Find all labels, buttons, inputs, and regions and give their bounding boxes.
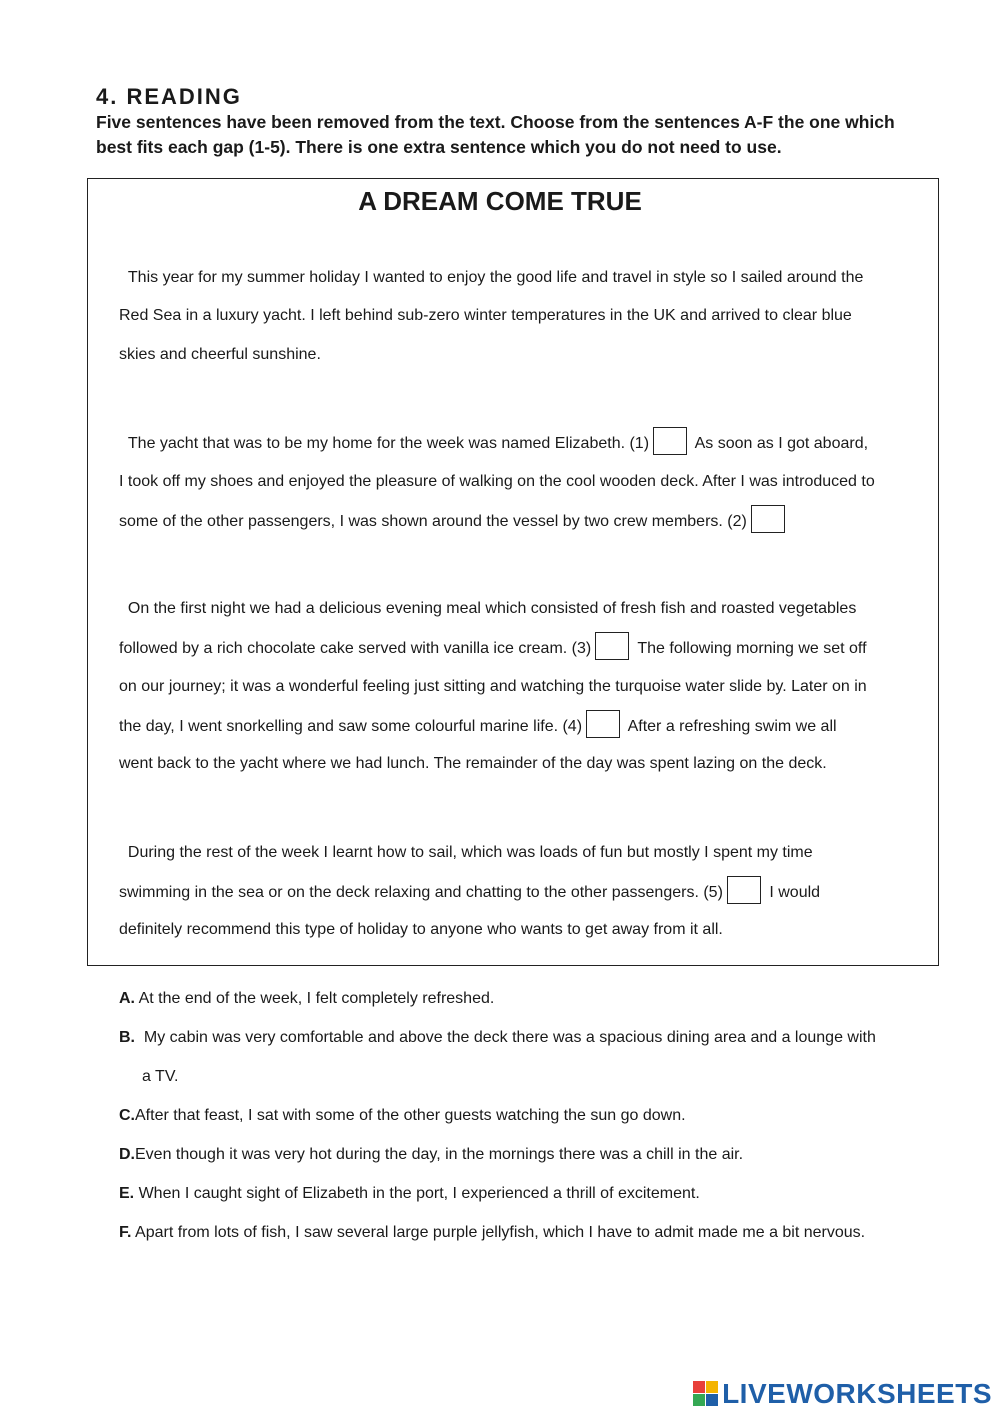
section-title: 4. READING bbox=[96, 84, 242, 109]
paragraph-4-line-1: During the rest of the week I learnt how to sail, which was loads of fun but mostly I spent my time bbox=[127, 844, 813, 861]
logo-square bbox=[693, 1394, 705, 1406]
gap-1-answer-box[interactable] bbox=[653, 427, 687, 455]
paragraph-1-line-2: Red Sea in a luxury yacht. I left behind sub-zero winter temperatures in the UK and arrived to clear blue bbox=[119, 307, 852, 324]
logo-square bbox=[706, 1394, 718, 1406]
logo-square bbox=[706, 1381, 718, 1393]
paragraph-4-line-2: swimming in the sea or on the deck relaxing and chatting to the other passengers. (5) I would bbox=[119, 882, 820, 902]
option-d: D.Even though it was very hot during the day, in the mornings there was a chill in the air. bbox=[119, 1146, 744, 1163]
gap-5-answer-box[interactable] bbox=[727, 876, 761, 904]
option-e: E. When I caught sight of Elizabeth in the port, I experienced a thrill of excitement. bbox=[119, 1185, 700, 1202]
gap-4-answer-box[interactable] bbox=[586, 710, 620, 738]
option-c: C.After that feast, I sat with some of the other guests watching the sun go down. bbox=[119, 1107, 686, 1124]
instructions: Five sentences have been removed from the text. Choose from the sentences A-F the one which best fits each gap (1-5). There is one extra sentence which you do not need to use. bbox=[96, 112, 895, 157]
logo-text: LIVEWORKSHEETS bbox=[722, 1378, 992, 1409]
story-title: A DREAM COME TRUE bbox=[358, 186, 642, 216]
option-b: B. My cabin was very comfortable and above the deck there was a spacious dining area and a lounge with bbox=[119, 1029, 876, 1046]
paragraph-1-line-1: This year for my summer holiday I wanted to enjoy the good life and travel in style so I sailed around the bbox=[127, 269, 864, 286]
paragraph-2-line-1: The yacht that was to be my home for the week was named Elizabeth. (1) As soon as I got aboard, bbox=[119, 433, 868, 453]
paragraph-3-line-1: On the first night we had a delicious evening meal which consisted of fresh fish and roasted vegetables bbox=[127, 600, 857, 617]
option-a: A. At the end of the week, I felt completely refreshed. bbox=[119, 990, 495, 1007]
paragraph-2-line-3: some of the other passengers, I was shown around the vessel by two crew members. (2) bbox=[119, 511, 789, 531]
option-b-continued: a TV. bbox=[142, 1068, 179, 1085]
gap-2-answer-box[interactable] bbox=[751, 505, 785, 533]
paragraph-3-line-4: the day, I went snorkelling and saw some colourful marine life. (4) After a refreshing swim we all bbox=[119, 716, 837, 736]
paragraph-4-line-3: definitely recommend this type of holiday to anyone who wants to get away from it all. bbox=[119, 921, 723, 938]
paragraph-3-line-5: went back to the yacht where we had lunch. The remainder of the day was spent lazing on the deck. bbox=[119, 755, 827, 772]
paragraph-3-line-3: on our journey; it was a wonderful feeling just sitting and watching the turquoise water slide by. Later on in bbox=[119, 678, 867, 695]
logo-square bbox=[693, 1381, 705, 1393]
logo-mark-icon bbox=[693, 1381, 719, 1407]
liveworksheets-logo bbox=[693, 1378, 992, 1410]
option-f: F. Apart from lots of fish, I saw several large purple jellyfish, which I have to admit made me a bit nervous. bbox=[119, 1224, 866, 1241]
paragraph-1-line-3: skies and cheerful sunshine. bbox=[119, 346, 321, 363]
paragraph-2-line-2: I took off my shoes and enjoyed the pleasure of walking on the cool wooden deck. After I was introduced to bbox=[119, 473, 875, 490]
gap-3-answer-box[interactable] bbox=[595, 632, 629, 660]
paragraph-3-line-2: followed by a rich chocolate cake served with vanilla ice cream. (3) The following morning we set off bbox=[119, 638, 867, 658]
